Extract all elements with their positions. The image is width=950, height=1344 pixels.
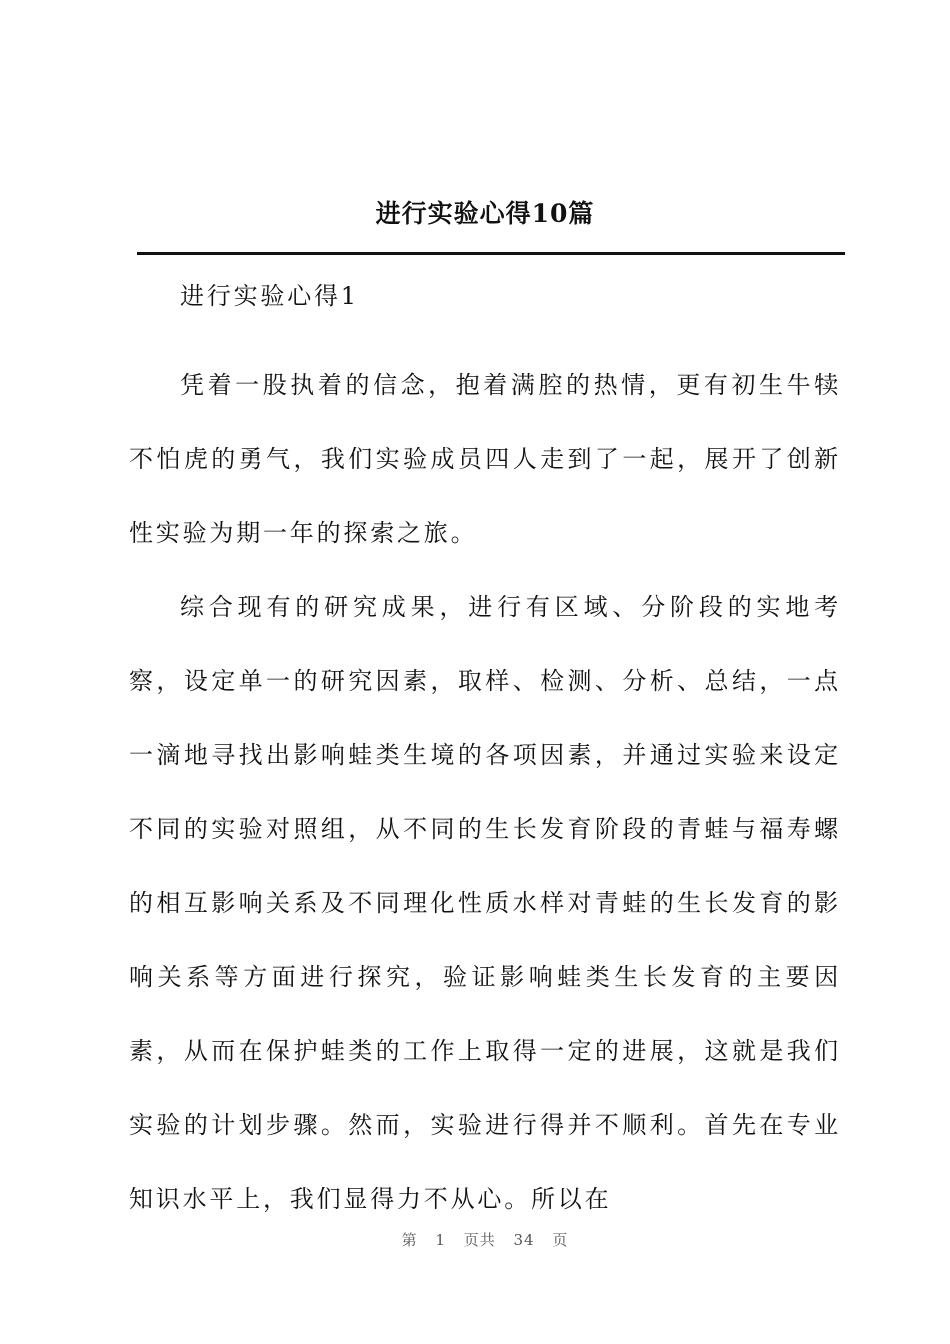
footer-prefix: 第 bbox=[401, 1231, 418, 1249]
page-footer bbox=[0, 1228, 950, 1252]
footer-current-page: 1 bbox=[435, 1231, 446, 1249]
paragraph-1: 凭着一股执着的信念，抱着满腔的热情，更有初生牛犊不怕虎的勇气，我们实验成员四人走到了一起，展开了创新性实验为期一年的探索之旅。 bbox=[129, 371, 841, 547]
footer-middle: 页共 bbox=[463, 1231, 496, 1249]
document-title: 进行实验心得10篇 bbox=[375, 199, 595, 228]
footer-total-pages: 34 bbox=[513, 1231, 535, 1249]
section-heading: 进行实验心得1 bbox=[180, 282, 359, 310]
body-paragraphs bbox=[129, 348, 841, 1236]
title-divider bbox=[137, 252, 845, 255]
paragraph-2: 综合现有的研究成果，进行有区域、分阶段的实地考察，设定单一的研究因素，取样、检测、分析、总结，一点一滴地寻找出影响蛙类生境的各项因素，并通过实验来设定不同的实验对照组，从不同的生长发育阶段的青蛙与福寿螺的相互影响关系及不同理化性质水样对青蛙的生长发育的影响关系等方面进行探究，验证影响蛙类生长发育的主要因素，从而在保护蛙类的工作上取得一定的进展，这就是我们实验的计划步骤。然而，实验进行得并不顺利。首先在专业知识水平上，我们显得力不从心。所以在 bbox=[129, 593, 841, 1213]
footer-suffix: 页 bbox=[552, 1231, 569, 1249]
